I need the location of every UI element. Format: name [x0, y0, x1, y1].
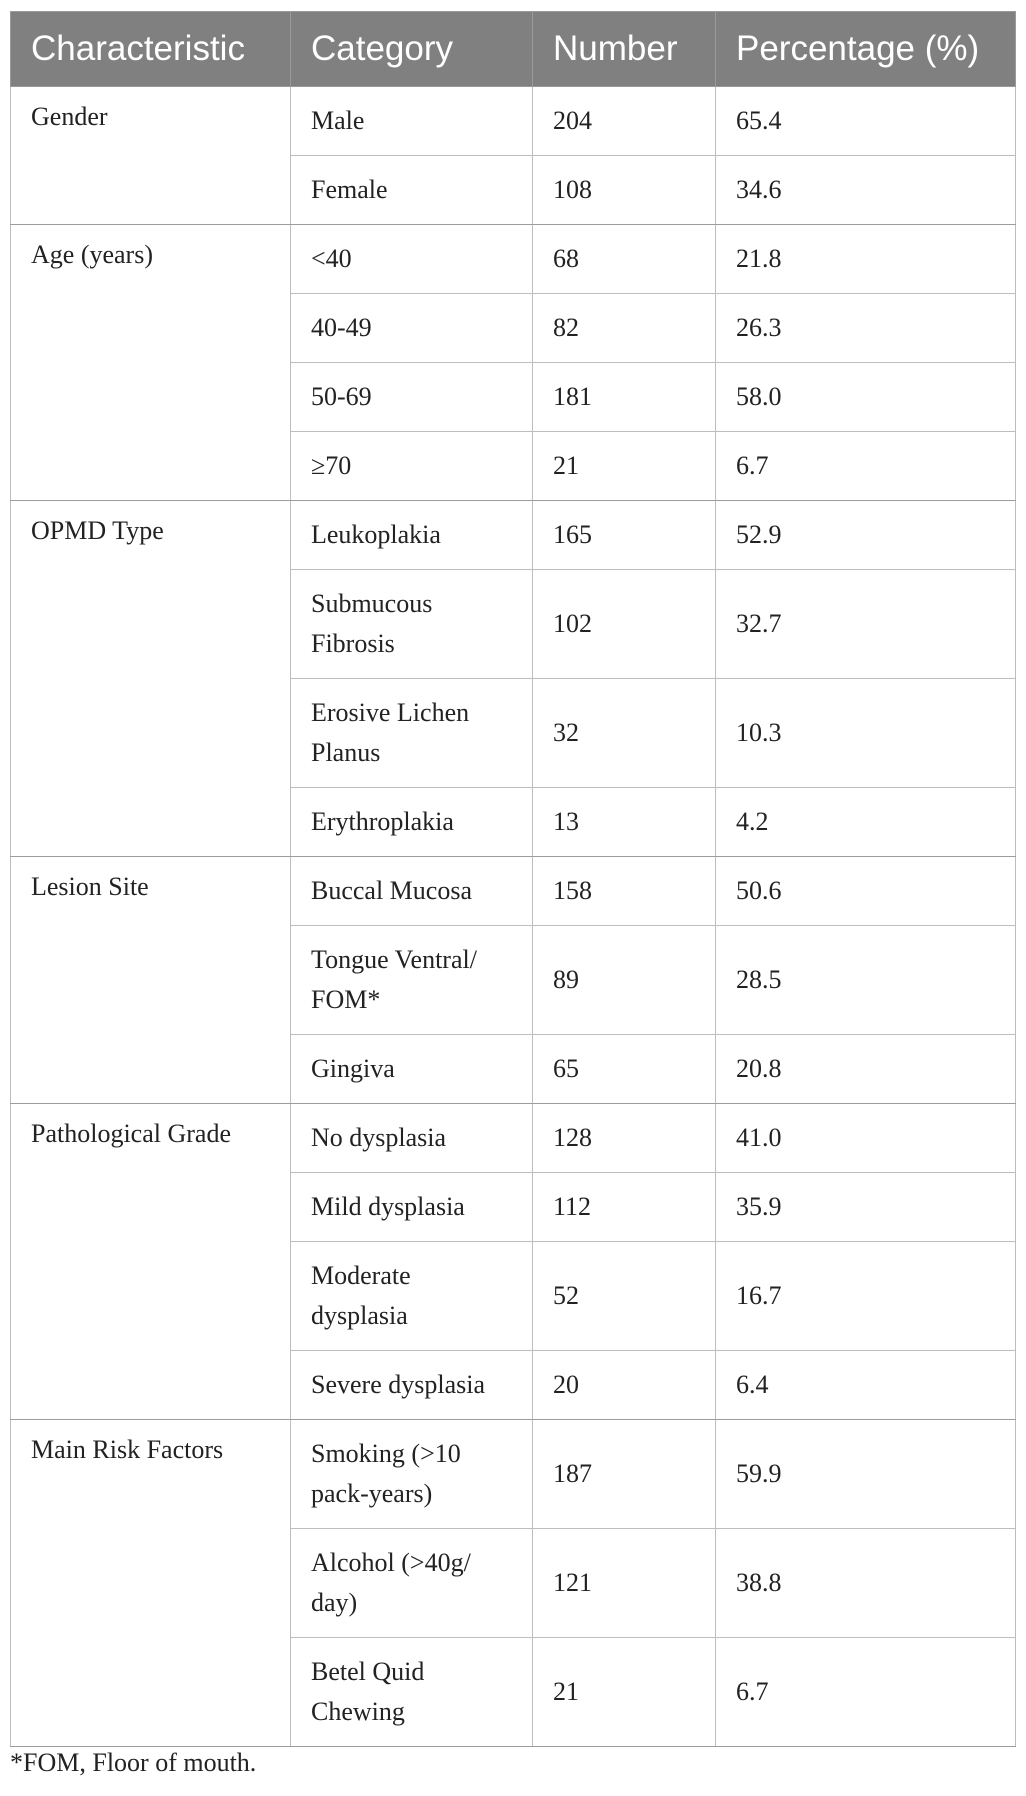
number-cell: 181: [533, 363, 716, 432]
percentage-cell: 6.7: [716, 432, 1016, 501]
category-cell: Male: [291, 87, 533, 156]
number-cell: 128: [533, 1104, 716, 1173]
percentage-cell: 52.9: [716, 501, 1016, 570]
percentage-cell: 35.9: [716, 1173, 1016, 1242]
number-cell: 21: [533, 432, 716, 501]
category-cell: Smoking (>10 pack-years): [291, 1420, 533, 1529]
percentage-cell: 4.2: [716, 788, 1016, 857]
table-row: [11, 225, 1016, 294]
characteristics-table-container: [10, 11, 1015, 1747]
number-cell: 82: [533, 294, 716, 363]
number-cell: 68: [533, 225, 716, 294]
percentage-cell: 6.4: [716, 1351, 1016, 1420]
table-header: [11, 12, 1016, 87]
category-cell: Erythroplakia: [291, 788, 533, 857]
table-row: [11, 1104, 1016, 1173]
category-cell: Submucous Fibrosis: [291, 570, 533, 679]
number-cell: 204: [533, 87, 716, 156]
number-cell: 158: [533, 857, 716, 926]
percentage-cell: 65.4: [716, 87, 1016, 156]
number-cell: 32: [533, 679, 716, 788]
characteristic-cell: Pathological Grade: [11, 1104, 291, 1420]
category-cell: Tongue Ventral/ FOM*: [291, 926, 533, 1035]
category-cell: <40: [291, 225, 533, 294]
characteristic-cell: Main Risk Factors: [11, 1420, 291, 1747]
header-category: Category: [291, 12, 533, 87]
category-cell: 50-69: [291, 363, 533, 432]
number-cell: 21: [533, 1638, 716, 1747]
table-row: [11, 1420, 1016, 1529]
category-cell: Moderate dysplasia: [291, 1242, 533, 1351]
number-cell: 187: [533, 1420, 716, 1529]
percentage-cell: 26.3: [716, 294, 1016, 363]
number-cell: 65: [533, 1035, 716, 1104]
characteristic-cell: Lesion Site: [11, 857, 291, 1104]
number-cell: 165: [533, 501, 716, 570]
category-cell: 40-49: [291, 294, 533, 363]
number-cell: 20: [533, 1351, 716, 1420]
table-row: [11, 501, 1016, 570]
characteristic-cell: Age (years): [11, 225, 291, 501]
percentage-cell: 21.8: [716, 225, 1016, 294]
category-cell: Gingiva: [291, 1035, 533, 1104]
header-characteristic: Characteristic: [11, 12, 291, 87]
category-cell: Leukoplakia: [291, 501, 533, 570]
number-cell: 102: [533, 570, 716, 679]
characteristic-cell: Gender: [11, 87, 291, 225]
table-row: [11, 857, 1016, 926]
percentage-cell: 6.7: [716, 1638, 1016, 1747]
percentage-cell: 16.7: [716, 1242, 1016, 1351]
percentage-cell: 38.8: [716, 1529, 1016, 1638]
percentage-cell: 20.8: [716, 1035, 1016, 1104]
percentage-cell: 28.5: [716, 926, 1016, 1035]
table-row: [11, 87, 1016, 156]
percentage-cell: 34.6: [716, 156, 1016, 225]
percentage-cell: 50.6: [716, 857, 1016, 926]
characteristic-cell: OPMD Type: [11, 501, 291, 857]
header-row: [11, 12, 1016, 87]
header-percentage: Percentage (%): [716, 12, 1016, 87]
number-cell: 89: [533, 926, 716, 1035]
characteristics-table: [10, 11, 1016, 1747]
number-cell: 121: [533, 1529, 716, 1638]
category-cell: ≥70: [291, 432, 533, 501]
category-cell: No dysplasia: [291, 1104, 533, 1173]
number-cell: 52: [533, 1242, 716, 1351]
header-number: Number: [533, 12, 716, 87]
category-cell: Mild dysplasia: [291, 1173, 533, 1242]
table-footnote: *FOM, Floor of mouth.: [10, 1748, 257, 1777]
percentage-cell: 41.0: [716, 1104, 1016, 1173]
percentage-cell: 32.7: [716, 570, 1016, 679]
table-body: [11, 87, 1016, 1747]
percentage-cell: 59.9: [716, 1420, 1016, 1529]
number-cell: 13: [533, 788, 716, 857]
number-cell: 108: [533, 156, 716, 225]
category-cell: Female: [291, 156, 533, 225]
percentage-cell: 10.3: [716, 679, 1016, 788]
number-cell: 112: [533, 1173, 716, 1242]
category-cell: Severe dysplasia: [291, 1351, 533, 1420]
percentage-cell: 58.0: [716, 363, 1016, 432]
category-cell: Betel Quid Chewing: [291, 1638, 533, 1747]
category-cell: Buccal Mucosa: [291, 857, 533, 926]
category-cell: Erosive Lichen Planus: [291, 679, 533, 788]
category-cell: Alcohol (>40g/ day): [291, 1529, 533, 1638]
